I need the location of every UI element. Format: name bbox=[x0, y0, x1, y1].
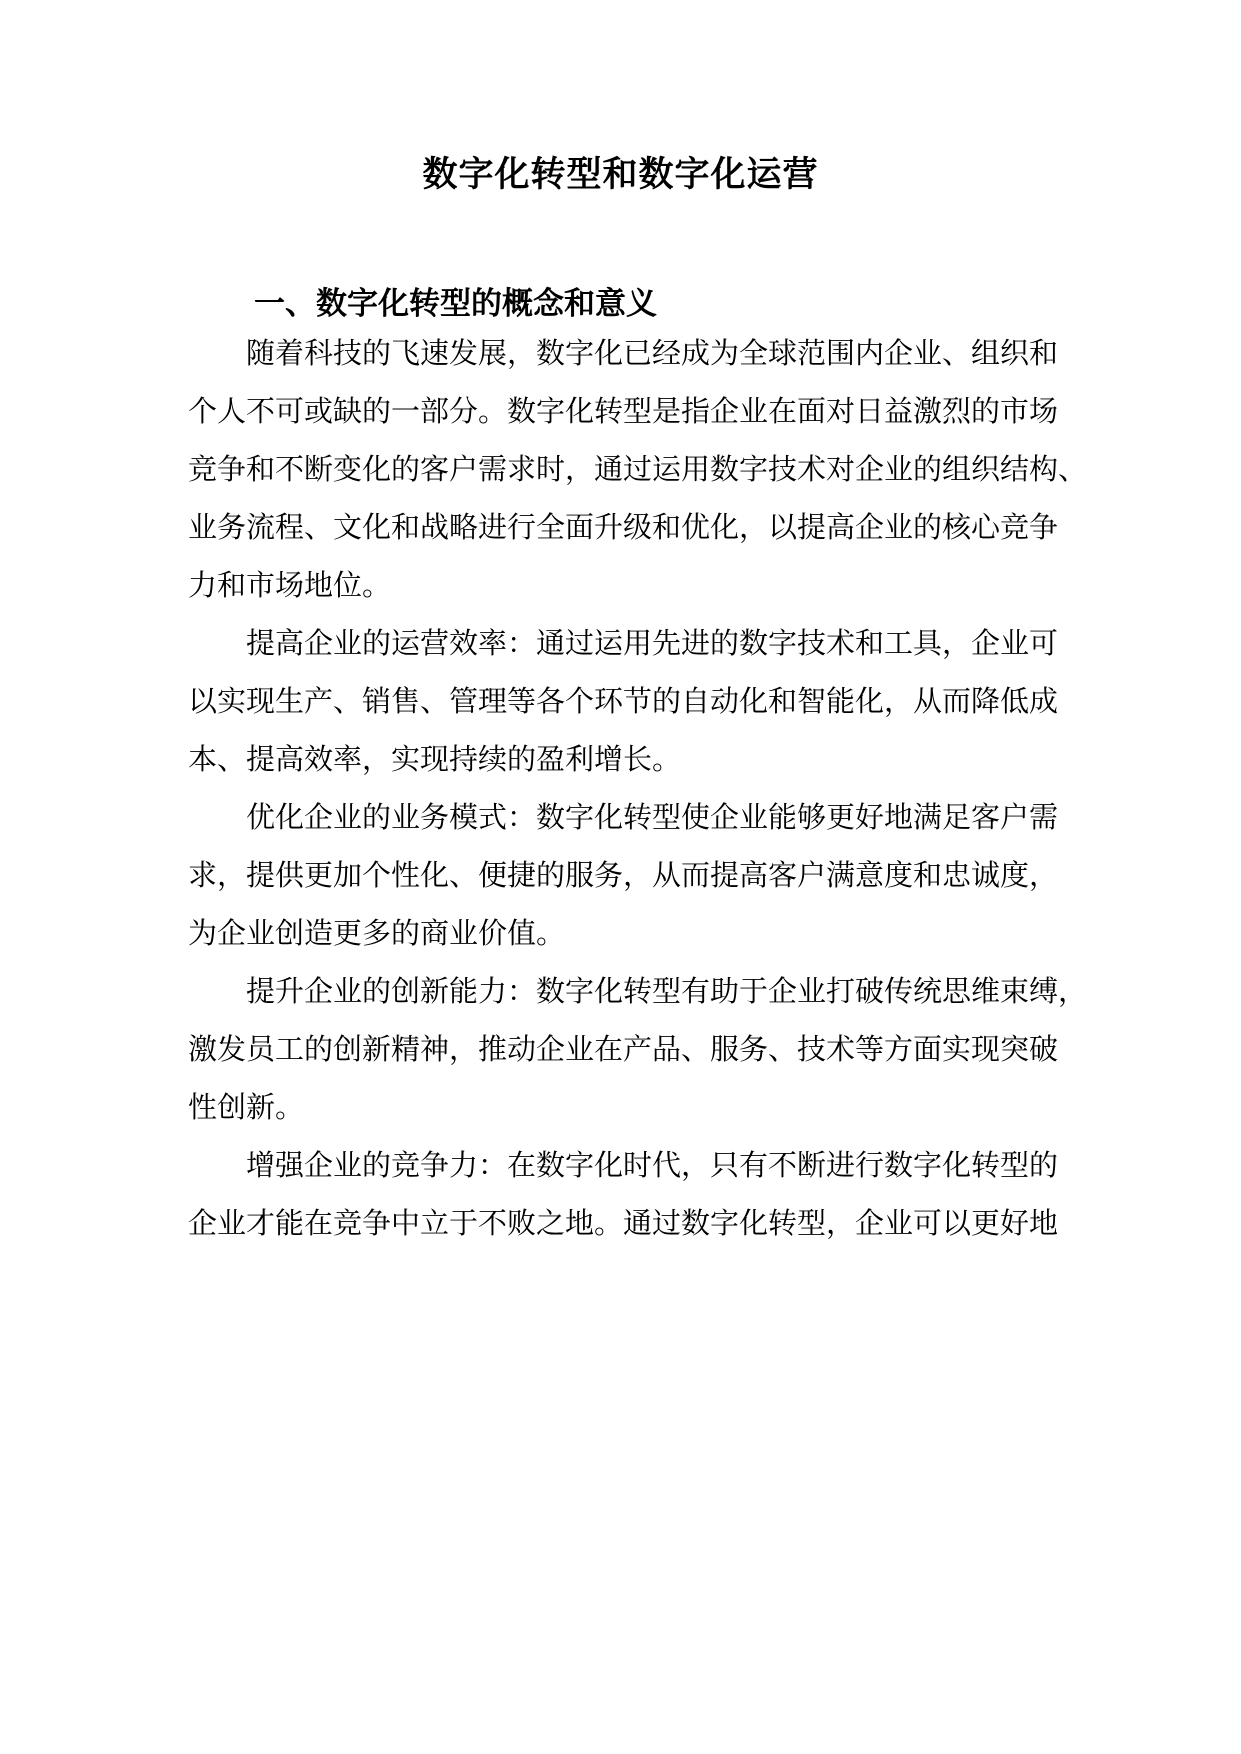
paragraph-line: 本、提高效率，实现持续的盈利增长。 bbox=[188, 742, 682, 776]
paragraph-line: 企业才能在竞争中立于不败之地。通过数字化转型，企业可以更好地 bbox=[188, 1206, 1059, 1240]
paragraph-line: 激发员工的创新精神，推动企业在产品、服务、技术等方面实现突破 bbox=[188, 1032, 1059, 1066]
paragraph-line: 提高企业的运营效率：通过运用先进的数字技术和工具，企业可 bbox=[246, 626, 1059, 660]
paragraph-line: 业务流程、文化和战略进行全面升级和优化，以提高企业的核心竞争 bbox=[188, 510, 1059, 544]
paragraph-line: 增强企业的竞争力：在数字化时代，只有不断进行数字化转型的 bbox=[246, 1148, 1059, 1182]
document-title: 数字化转型和数字化运营 bbox=[422, 154, 819, 195]
paragraph-line: 为企业创造更多的商业价值。 bbox=[188, 916, 566, 950]
paragraph-line: 求，提供更加个性化、便捷的服务，从而提高客户满意度和忠诚度， bbox=[188, 858, 1059, 892]
paragraph-line: 性创新。 bbox=[188, 1090, 305, 1124]
paragraph-line: 提升企业的创新能力：数字化转型有助于企业打破传统思维束缚， bbox=[246, 974, 1088, 1008]
section-heading: 一、数字化转型的概念和意义 bbox=[254, 286, 657, 322]
paragraph-line: 以实现生产、销售、管理等各个环节的自动化和智能化，从而降低成 bbox=[188, 684, 1059, 718]
paragraph-line: 竞争和不断变化的客户需求时，通过运用数字技术对企业的组织结构、 bbox=[188, 452, 1088, 486]
paragraph-line: 力和市场地位。 bbox=[188, 568, 392, 602]
paragraph-line: 优化企业的业务模式：数字化转型使企业能够更好地满足客户需 bbox=[246, 800, 1059, 834]
paragraph-line: 随着科技的飞速发展，数字化已经成为全球范围内企业、组织和 bbox=[246, 336, 1059, 370]
paragraph-line: 个人不可或缺的一部分。数字化转型是指企业在面对日益激烈的市场 bbox=[188, 394, 1059, 428]
